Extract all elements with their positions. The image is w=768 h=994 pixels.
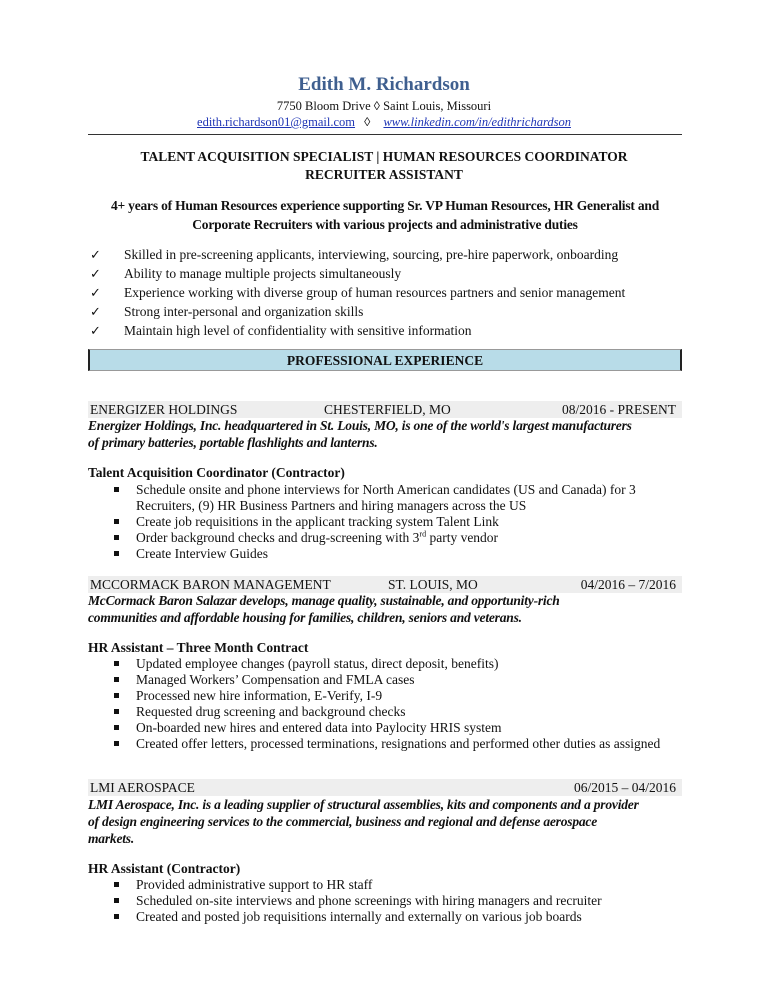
bullet-icon xyxy=(114,535,119,540)
job-bullets xyxy=(114,656,689,752)
list-item: Requested drug screening and background checks xyxy=(114,704,689,720)
address: 7750 Bloom Drive ◊ Saint Louis, Missouri xyxy=(276,99,492,113)
bullet-icon xyxy=(114,709,119,714)
role-title: Talent Acquisition Coordinator (Contractor) xyxy=(88,465,345,480)
job-location: ST. LOUIS, MO xyxy=(388,577,478,592)
job-header xyxy=(88,779,682,796)
separator-glyph: ◊ xyxy=(364,115,371,129)
job-header xyxy=(88,401,682,418)
list-item: ✓ Maintain high level of confidentiality with sensitive information xyxy=(90,323,472,338)
list-item: Order background checks and drug-screening with 3rd party vendor xyxy=(114,530,689,546)
bullet-icon xyxy=(114,661,119,666)
bullet-icon xyxy=(114,519,119,524)
candidate-name: Edith M. Richardson xyxy=(298,74,470,95)
checkmark-icon: ✓ xyxy=(90,266,101,281)
bullet-icon xyxy=(114,741,119,746)
bullet-icon xyxy=(114,693,119,698)
company-description: McCormack Baron Salazar develops, manage quality, sustainable, and opportunity-rich communities and affordable housing for families, children, seniors and veterans. xyxy=(88,593,560,625)
list-item: ✓ Skilled in pre-screening applicants, interviewing, sourcing, pre-hire paperwork, onboarding xyxy=(90,247,619,262)
job-dates: 04/2016 – 7/2016 xyxy=(580,577,676,592)
list-item: ✓ Ability to manage multiple projects simultaneously xyxy=(90,266,402,281)
list-item: ✓ Experience working with diverse group of human resources partners and senior management xyxy=(90,285,626,300)
checkmark-icon: ✓ xyxy=(90,304,101,319)
checkmark-icon: ✓ xyxy=(90,285,101,300)
bullet-icon xyxy=(114,898,119,903)
list-item: Scheduled on-site interviews and phone screenings with hiring managers and recruiter xyxy=(114,893,689,909)
job-dates: 06/2015 – 04/2016 xyxy=(573,780,676,795)
list-item: Schedule onsite and phone interviews for North American candidates (US and Canada) for 3 Recruiters, (9) HR Business Partners and hiring managers across the US xyxy=(114,482,689,514)
list-item: ✓ Strong inter-personal and organization skills xyxy=(90,304,364,319)
bullet-icon xyxy=(114,551,119,556)
list-item: Updated employee changes (payroll status, direct deposit, benefits) xyxy=(114,656,689,672)
list-item: Processed new hire information, E-Verify, I-9 xyxy=(114,688,689,704)
job-bullets xyxy=(114,877,689,925)
bullet-icon xyxy=(114,487,119,492)
list-item: On-boarded new hires and entered data into Paylocity HRIS system xyxy=(114,720,689,736)
section-heading: PROFESSIONAL EXPERIENCE xyxy=(88,349,682,371)
summary-line-2: Corporate Recruiters with various projects and administrative duties xyxy=(192,217,578,232)
list-item: Provided administrative support to HR staff xyxy=(114,877,689,893)
job-bullets xyxy=(114,482,689,562)
job-dates: 08/2016 - PRESENT xyxy=(561,402,676,417)
email-link[interactable]: edith.richardson01@gmail.com xyxy=(197,115,356,129)
company-description: LMI Aerospace, Inc. is a leading supplier of structural assemblies, kits and components and a provider of design engineering services to the commercial, business and regional and defense aerospace markets. xyxy=(88,797,639,846)
list-item: Managed Workers’ Compensation and FMLA cases xyxy=(114,672,689,688)
company-name: MCCORMACK BARON MANAGEMENT xyxy=(90,577,331,592)
role-title: HR Assistant – Three Month Contract xyxy=(88,640,309,655)
job-header xyxy=(88,576,682,593)
bullet-icon xyxy=(114,882,119,887)
bullet-icon xyxy=(114,914,119,919)
contact-line xyxy=(0,115,768,130)
title-line-2: RECRUITER ASSISTANT xyxy=(305,167,463,182)
linkedin-link[interactable]: www.linkedin.com/in/edithrichardson xyxy=(383,115,571,129)
list-item: Create Interview Guides xyxy=(114,546,689,562)
checkmark-icon: ✓ xyxy=(90,247,101,262)
bullet-icon xyxy=(114,677,119,682)
company-description: Energizer Holdings, Inc. headquartered in St. Louis, MO, is one of the world's largest manufacturers of primary batteries, portable flashlights and lanterns. xyxy=(88,418,632,450)
summary-line-1: 4+ years of Human Resources experience supporting Sr. VP Human Resources, HR Generalist and xyxy=(110,198,660,213)
list-item: Created offer letters, processed terminations, resignations and performed other duties as assigned xyxy=(114,736,689,752)
summary xyxy=(88,196,682,234)
title-line-1: TALENT ACQUISITION SPECIALIST | HUMAN RESOURCES COORDINATOR xyxy=(140,149,628,164)
checkmark-icon: ✓ xyxy=(90,323,101,338)
bullet-icon xyxy=(114,725,119,730)
company-name: LMI AEROSPACE xyxy=(90,780,195,795)
skills-list xyxy=(90,245,680,340)
list-item: Create job requisitions in the applicant tracking system Talent Link xyxy=(114,514,689,530)
header-divider xyxy=(88,134,682,135)
job-location: CHESTERFIELD, MO xyxy=(324,402,451,417)
list-item: Created and posted job requisitions internally and externally on various job boards xyxy=(114,909,689,925)
company-name: ENERGIZER HOLDINGS xyxy=(90,402,238,417)
role-title: HR Assistant (Contractor) xyxy=(88,861,241,876)
